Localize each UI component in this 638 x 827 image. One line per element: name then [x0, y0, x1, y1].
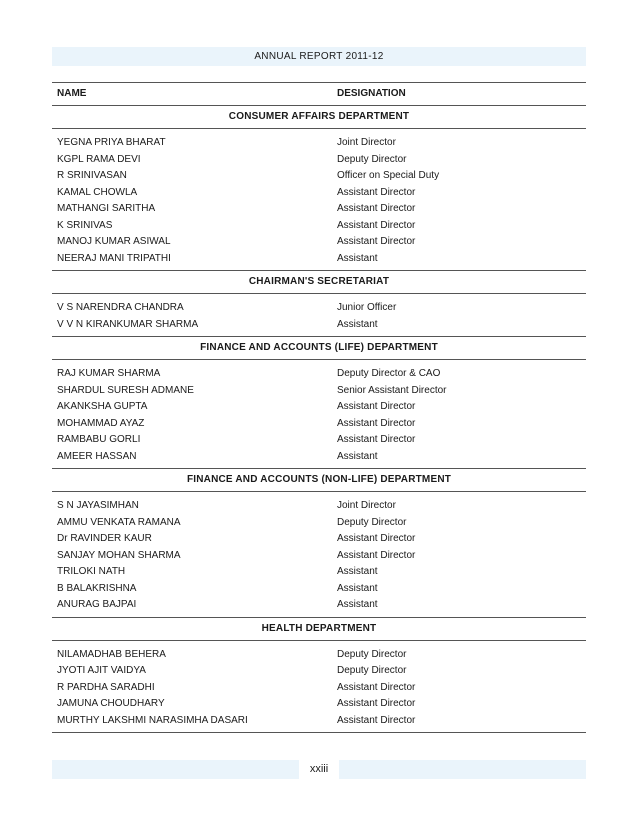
- table-row: [52, 317, 586, 334]
- staff-designation: Assistant Director: [337, 236, 416, 247]
- section-rows: [52, 492, 586, 617]
- table-row: [52, 399, 586, 416]
- staff-designation: Assistant Director: [337, 434, 416, 445]
- staff-table: [52, 82, 586, 733]
- staff-designation: Deputy Director: [337, 516, 407, 528]
- section-rows: [52, 129, 586, 270]
- table-row: [52, 581, 586, 598]
- staff-designation: Deputy Director: [337, 648, 407, 660]
- staff-name: AMEER HASSAN: [57, 450, 137, 462]
- staff-designation: Assistant Director: [337, 186, 416, 198]
- staff-name: YEGNA PRIYA BHARAT: [57, 137, 166, 148]
- staff-name: AKANKSHA GUPTA: [57, 401, 148, 412]
- table-row: [52, 713, 586, 730]
- table-row: [52, 251, 586, 268]
- staff-designation: Junior Officer: [337, 302, 397, 313]
- staff-designation: Assistant: [337, 318, 378, 330]
- table-row: [52, 680, 586, 697]
- section-title: HEALTH DEPARTMENT: [261, 622, 377, 634]
- staff-name: RAJ KUMAR SHARMA: [57, 368, 161, 379]
- staff-designation: Deputy Director: [337, 153, 407, 165]
- section-title: FINANCE AND ACCOUNTS (LIFE) DEPARTMENT: [200, 342, 438, 353]
- staff-name: MURTHY LAKSHMI NARASIMHA DASARI: [57, 714, 248, 726]
- staff-designation: Assistant Director: [337, 219, 416, 231]
- table-row: [52, 234, 586, 251]
- table-row: [52, 432, 586, 449]
- table-row: [52, 300, 586, 317]
- table-row: [52, 531, 586, 548]
- table-row: [52, 647, 586, 664]
- staff-name: K SRINIVAS: [57, 219, 113, 231]
- table-row: [52, 135, 586, 152]
- section-title: FINANCE AND ACCOUNTS (NON-LIFE) DEPARTMENT: [186, 474, 452, 485]
- staff-name: MATHANGI SARITHA: [57, 203, 156, 214]
- table-row: [52, 201, 586, 218]
- staff-name: B BALAKRISHNA: [57, 582, 137, 594]
- name-column-header: NAME: [57, 88, 87, 99]
- table-row: [52, 515, 586, 532]
- staff-name: NILAMADHAB BEHERA: [57, 648, 166, 660]
- staff-designation: Assistant Director: [337, 698, 416, 709]
- staff-name: R SRINIVASAN: [57, 170, 127, 181]
- staff-designation: Joint Director: [337, 500, 396, 511]
- staff-name: Dr RAVINDER KAUR: [57, 533, 152, 544]
- table-row: [52, 564, 586, 581]
- staff-designation: Assistant Director: [337, 533, 416, 544]
- table-row: [52, 416, 586, 433]
- table-row: [52, 696, 586, 713]
- staff-name: V V N KIRANKUMAR SHARMA: [57, 318, 199, 330]
- designation-column-header: DESIGNATION: [337, 88, 406, 99]
- table-row: [52, 366, 586, 383]
- table-row: [52, 152, 586, 169]
- staff-designation: Deputy Director: [337, 665, 407, 676]
- staff-designation: Assistant Director: [337, 681, 416, 693]
- table-row: [52, 383, 586, 400]
- staff-designation: Assistant: [337, 599, 378, 610]
- staff-designation: Assistant Director: [337, 714, 416, 726]
- staff-designation: Assistant Director: [337, 417, 416, 429]
- staff-name: TRILOKI NATH: [57, 566, 126, 577]
- staff-name: MANOJ KUMAR ASIWAL: [57, 236, 171, 247]
- staff-name: JAMUNA CHOUDHARY: [57, 698, 165, 709]
- report-title: ANNUAL REPORT 2011-12: [254, 51, 384, 62]
- section-rows: [52, 294, 586, 336]
- staff-designation: Officer on Special Duty: [337, 170, 440, 181]
- staff-designation: Assistant Director: [337, 401, 416, 412]
- staff-name: V S NARENDRA CHANDRA: [57, 302, 184, 313]
- staff-name: NEERAJ MANI TRIPATHI: [57, 252, 171, 264]
- column-header-row: [52, 83, 586, 105]
- staff-designation: Assistant: [337, 566, 378, 577]
- table-row: [52, 185, 586, 202]
- table-row: [52, 449, 586, 466]
- table-row: [52, 597, 586, 614]
- table-row: [52, 218, 586, 235]
- staff-name: KGPL RAMA DEVI: [57, 153, 141, 165]
- section-title: CHAIRMAN'S SECRETARIAT: [248, 276, 390, 287]
- staff-designation: Assistant: [337, 450, 378, 462]
- staff-name: SHARDUL SURESH ADMANE: [57, 384, 194, 396]
- staff-name: JYOTI AJIT VAIDYA: [57, 665, 146, 676]
- table-row: [52, 663, 586, 680]
- section-title: CONSUMER AFFAIRS DEPARTMENT: [228, 111, 410, 122]
- staff-name: ANURAG BAJPAI: [57, 599, 137, 610]
- report-header: [52, 47, 586, 66]
- staff-name: AMMU VENKATA RAMANA: [57, 516, 181, 528]
- staff-name: S N JAYASIMHAN: [57, 500, 139, 511]
- table-row: [52, 168, 586, 185]
- staff-designation: Joint Director: [337, 137, 396, 148]
- table-row: [52, 548, 586, 565]
- staff-name: SANJAY MOHAN SHARMA: [57, 549, 181, 561]
- staff-designation: Assistant Director: [337, 203, 416, 214]
- staff-designation: Assistant: [337, 582, 378, 594]
- staff-designation: Senior Assistant Director: [337, 384, 447, 396]
- section-rows: [52, 360, 586, 468]
- staff-designation: Deputy Director & CAO: [337, 368, 441, 379]
- sections-container: [52, 105, 586, 733]
- page-number: xxiii: [299, 760, 339, 779]
- staff-name: RAMBABU GORLI: [57, 434, 141, 445]
- staff-name: R PARDHA SARADHI: [57, 681, 155, 693]
- staff-name: MOHAMMAD AYAZ: [57, 417, 145, 429]
- staff-name: KAMAL CHOWLA: [57, 186, 138, 198]
- section-rows: [52, 641, 586, 733]
- staff-designation: Assistant Director: [337, 549, 416, 561]
- staff-designation: Assistant: [337, 252, 378, 264]
- table-bottom-rule: [52, 732, 586, 733]
- table-row: [52, 498, 586, 515]
